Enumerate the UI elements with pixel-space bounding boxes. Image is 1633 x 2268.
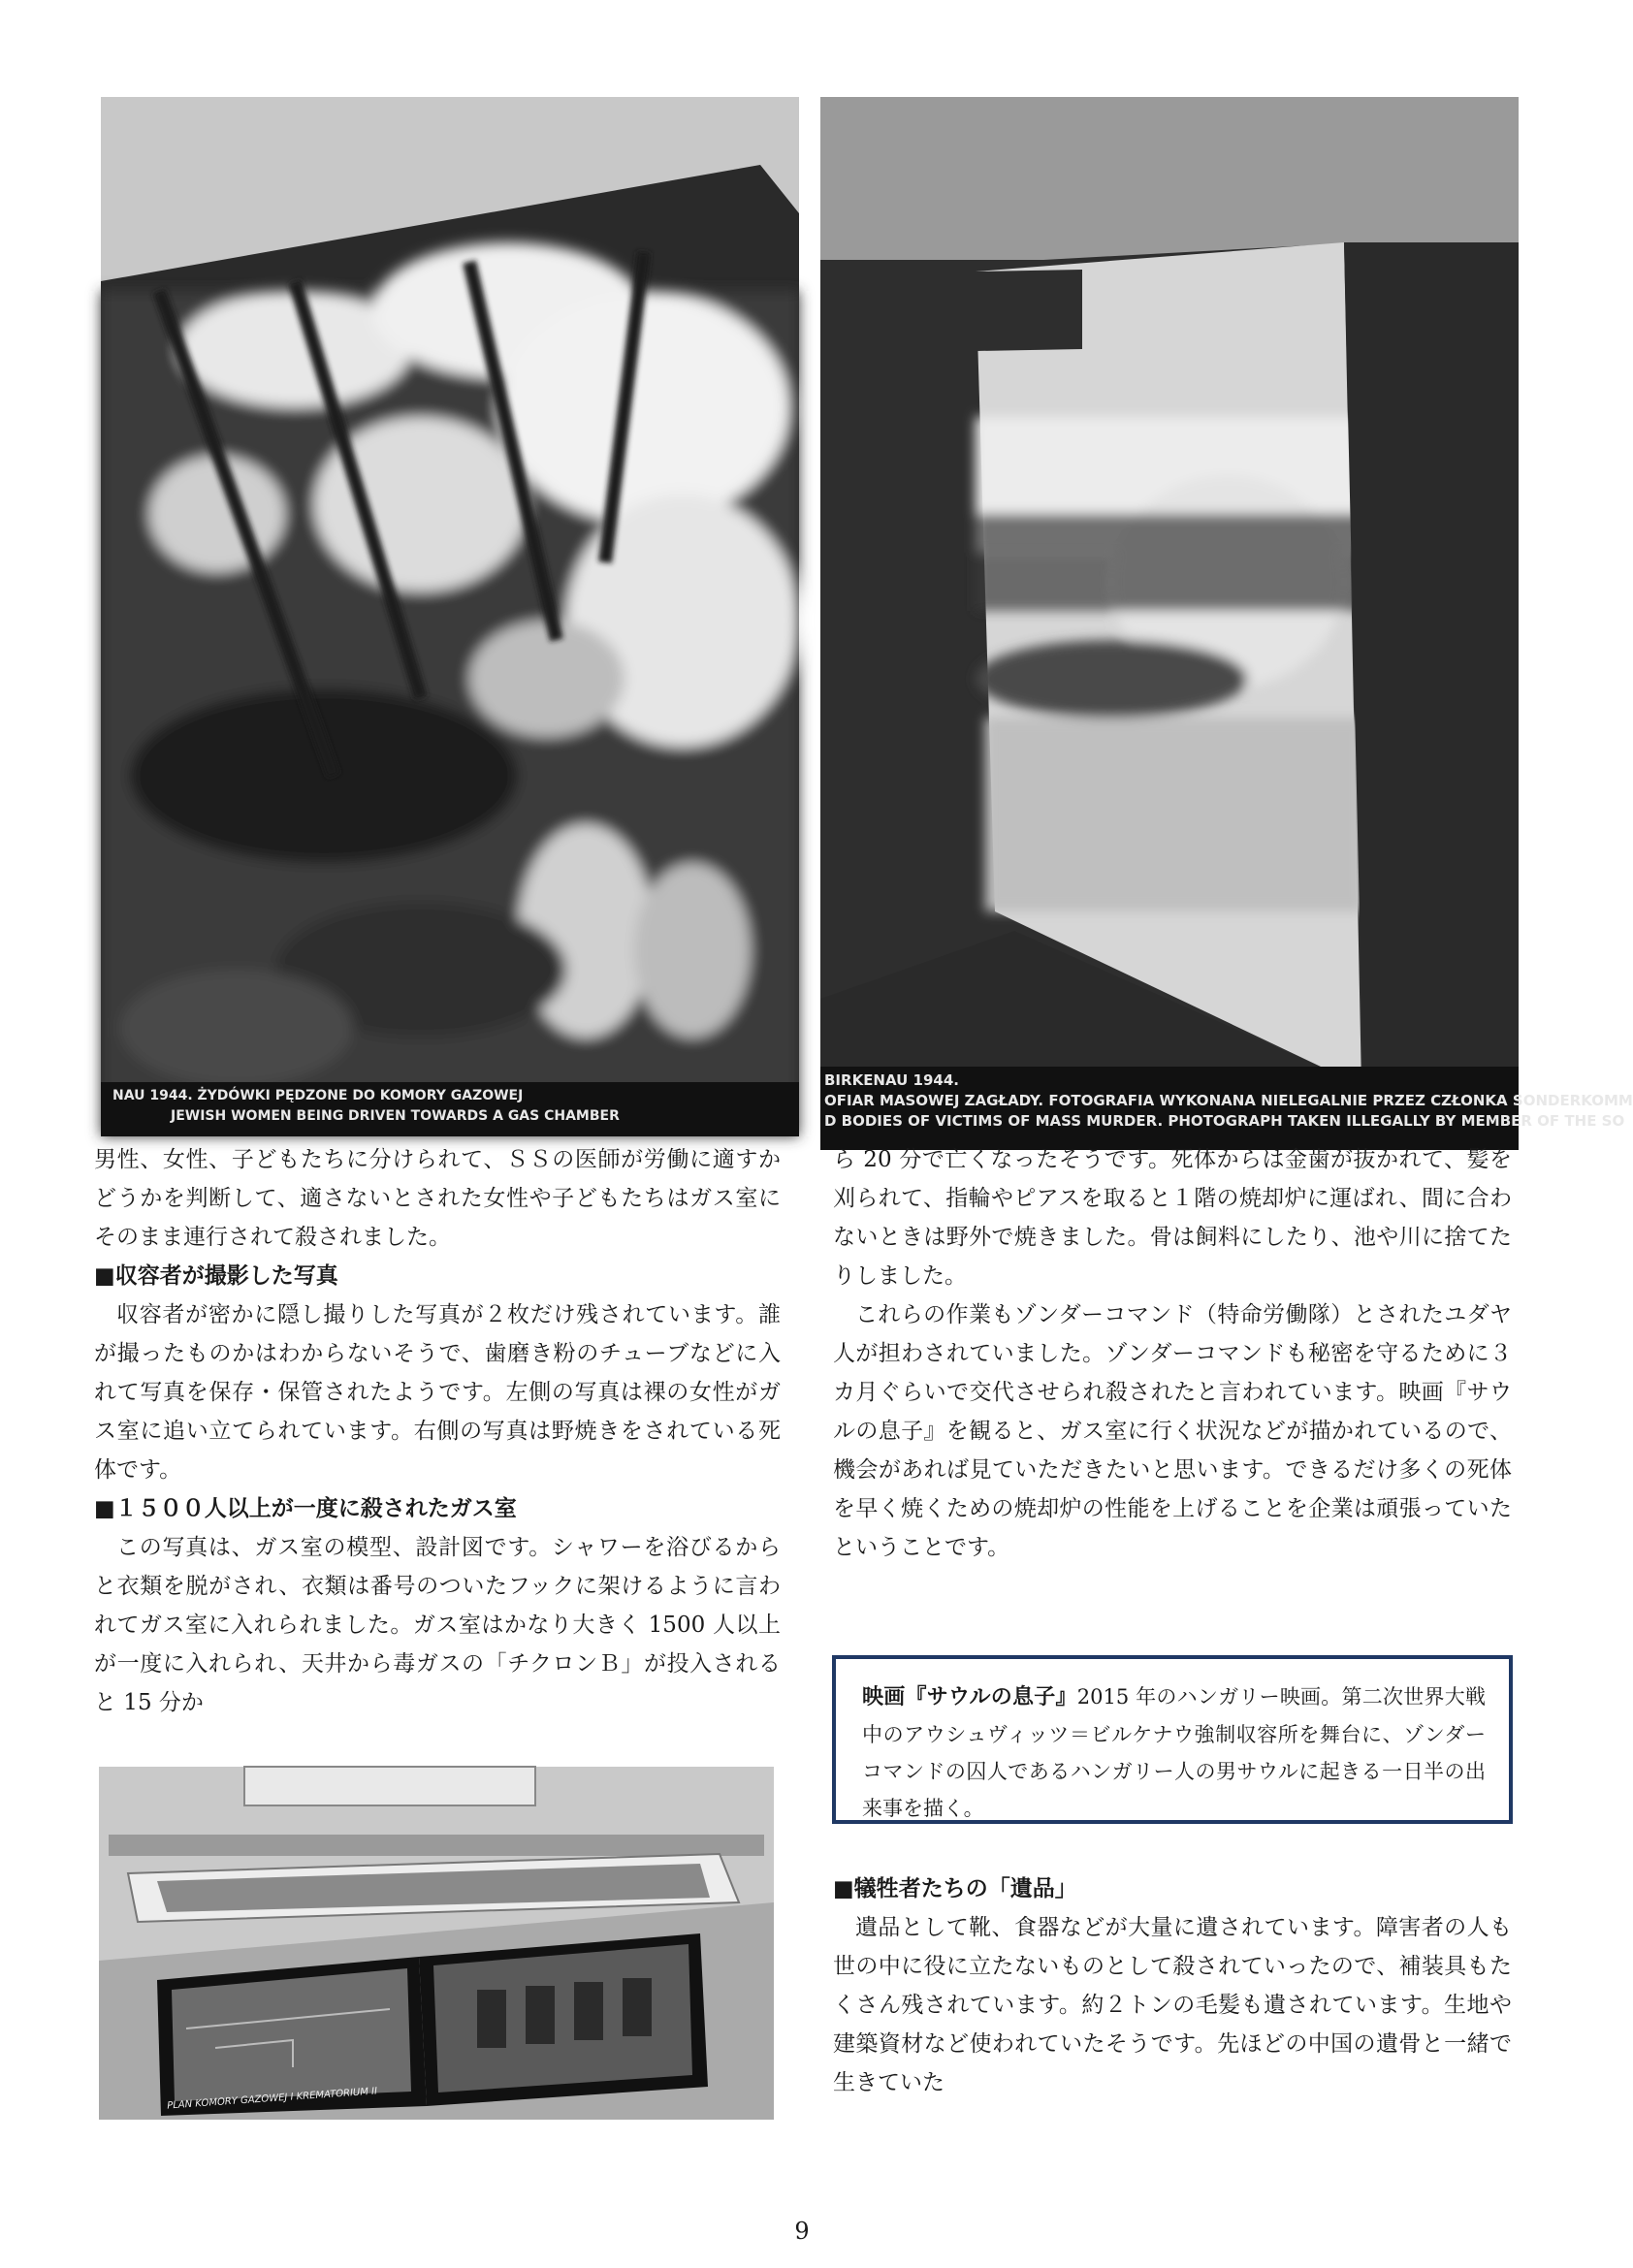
model-plan-label: PLAN KOMORY GAZOWEJ I KREMATORIUM II — [166, 2086, 378, 2112]
photo-model-image — [99, 1767, 774, 2120]
heading-gas-chamber: ■１５００人以上が一度に殺されたガス室 — [94, 1496, 517, 1521]
movie-info-box — [832, 1655, 1513, 1824]
caption-place-date: BIRKENAU 1944. — [824, 1071, 959, 1089]
photo-burning-image — [820, 97, 1633, 1150]
movie-box-title: 映画『サウルの息子』 — [862, 1685, 1077, 1709]
photo-burning-bodies — [820, 97, 1633, 1150]
photo-women-image — [101, 97, 799, 1136]
caption-line-english: D BODIES OF VICTIMS OF MASS MURDER. PHOTOGRAPH TAKEN ILLEGALLY BY MEMBER OF THE SO — [824, 1112, 1625, 1130]
left-column — [94, 1140, 781, 1722]
photo-women-caption — [101, 1082, 799, 1136]
paragraph-gas-chamber: この写真は、ガス室の模型、設計図です。シャワーを浴びるからと衣類を脱がされ、衣類は番号のついたフックに架けるように言われてガス室に入れられました。ガス室はかなり大きく 1500 人以上が一度に入れられ、天井から毒ガスの「チクロンＢ」が投入されると 15 分か — [94, 1535, 781, 1715]
photo-burning-caption — [820, 1067, 1633, 1150]
heading-prisoner-photos: ■収容者が撮影した写真 — [94, 1263, 338, 1289]
paragraph-selection: 男性、女性、子どもたちに分けられて、ＳＳの医師が労働に適すかどうかを判断して、適さないとされた女性や子どもたちはガス室にそのまま連行されて殺されました。 — [94, 1147, 781, 1250]
caption-line-english: JEWISH WOMEN BEING DRIVEN TOWARDS A GAS CHAMBER — [171, 1108, 620, 1124]
paragraph-belongings: 遺品として靴、食器などが大量に遺されています。障害者の人も世の中に役に立たないものとして殺されていったので、補装具もたくさん残されています。約２トンの毛髪も遺されています。生地や建築資材など使われていたそうです。先ほどの中国の遺骨と一緒で生きていた — [833, 1915, 1512, 2095]
page-number: 9 — [794, 2218, 810, 2245]
paragraph-prisoner-photos: 収容者が密かに隠し撮りした写真が２枚だけ残されています。誰が撮ったものかはわからないそうで、歯磨き粉のチューブなどに入れて写真を保存・保管されたようです。左側の写真は裸の女性がガス室に追い立てられています。右側の写真は野焼きをされている死体です。 — [94, 1302, 781, 1483]
photo-women-gas-chamber — [101, 97, 799, 1136]
photo-gas-chamber-model — [99, 1767, 774, 2120]
paragraph-deaths: ら 20 分で亡くなったそうです。死体からは金歯が抜かれて、髪を刈られて、指輪やピアスを取ると１階の焼却炉に運ばれ、間に合わないときは野外で焼きました。骨は飼料にしたり、池や川に捨てたりしました。 — [833, 1147, 1513, 1289]
caption-line-polish: OFIAR MASOWEJ ZAGŁADY. FOTOGRAFIA WYKONANA NIELEGALNIE PRZEZ CZŁONKA SONDERKOMM — [824, 1092, 1633, 1109]
caption-line-polish: NAU 1944. ŻYDÓWKI PĘDZONE DO KOMORY GAZOWEJ — [112, 1088, 524, 1103]
right-column — [833, 1140, 1512, 1567]
movie-box-text: 2015 年のハンガリー映画。第二次世界大戦中のアウシュヴィッツ＝ビルケナウ強制収容所を舞台に、ゾンダーコマンドの囚人であるハンガリー人の男サウルに起きる一日半の出来事を描く。 — [862, 1685, 1486, 1820]
right-column-lower — [833, 1869, 1512, 2102]
paragraph-sonderkommando: これらの作業もゾンダーコマンド（特命労働隊）とされたユダヤ人が担わされていました。ゾンダーコマンドも秘密を守るために３カ月ぐらいで交代させられ殺されたと言われています。映画『サウルの息子』を観ると、ガス室に行く状況などが描かれているので、機会があれば見ていただきたいと思います。できるだけ多くの死体を早く焼くための焼却炉の性能を上げることを企業は頑張っていたということです。 — [833, 1302, 1512, 1560]
heading-belongings: ■犠牲者たちの「遺品」 — [833, 1876, 1077, 1901]
